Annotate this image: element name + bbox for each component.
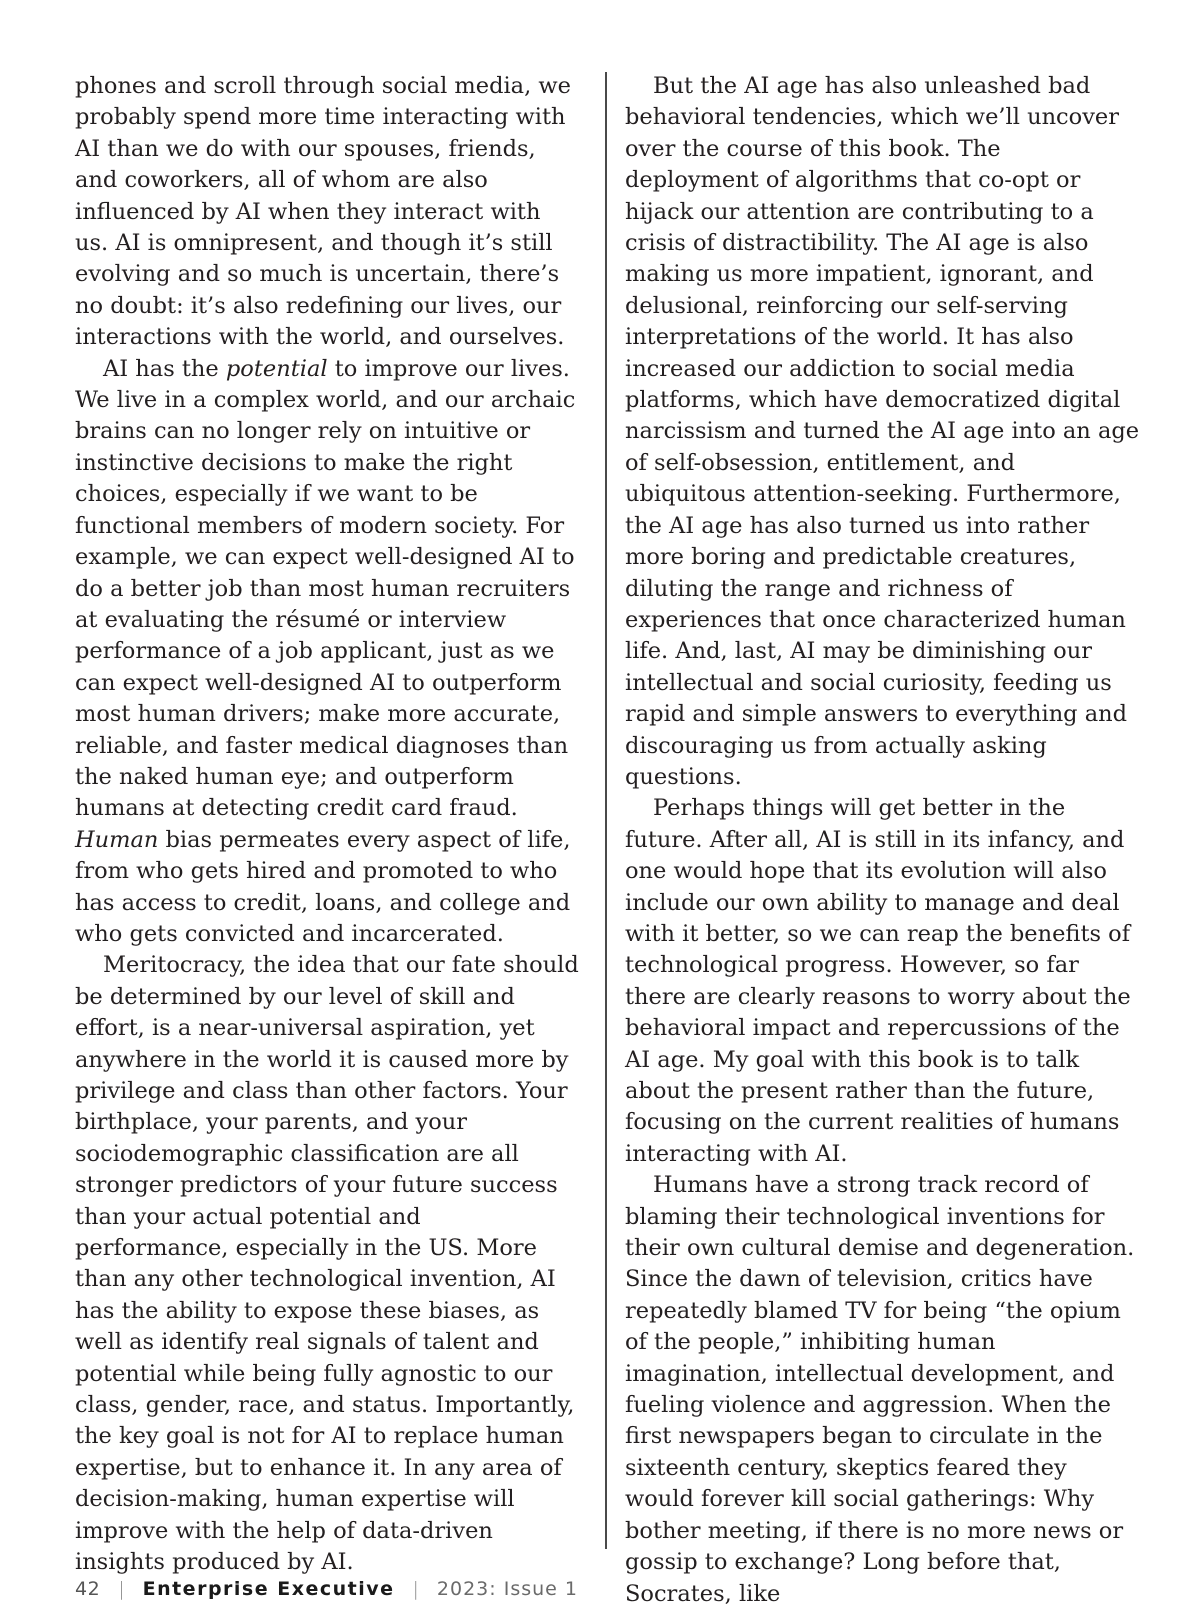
page-footer [75,1574,578,1604]
emphasis-human: Human [75,826,159,853]
footer-separator: | [412,1578,419,1600]
left-paragraph-1: phones and scroll through social media, we probably spend more time interacting with AI than we do with our spouses, friends, and coworkers, all of whom are also influenced by AI when they interact with us. AI is omnipresent, and though it’s still evolving and so much is uncertain, there’s no doubt: it’s also redefining our lives, our interactions with the world, and ourselves. [75,73,571,351]
right-paragraph-3: Humans have a strong track record of blaming their technological inventions for their own cultural demise and degeneration. Since the dawn of television, critics have repeatedly blamed TV for being “the opium of the people,” inhibiting human imagination, intellectual development, and fueling violence and aggression. When the first newspapers began to circulate in the sixteenth century, skeptics feared they would forever kill social gatherings: Why bother meeting, if there is no more news or gossip to exchange? Long before that, Socrates, like [625,1172,1135,1607]
emphasis-potential: potential [225,355,328,382]
footer-separator: | [118,1578,125,1600]
left-paragraph-2-end: bias permeates every aspect of life, from who gets hired and promoted to who has access to credit, loans, and college and who gets convicted and incarcerated. [75,826,571,947]
right-column [625,71,1140,1610]
right-paragraph-2: Perhaps things will get better in the future. After all, AI is still in its infancy, and one would hope that its evolution will also include our own ability to manage and deal with it better, so we can reap the benefits of technological progress. However, so far there are clearly reasons to worry about the behavioral impact and repercussions of the AI age. My goal with this book is to talk about the present rather than the future, focusing on the current realities of humans interacting with AI. [625,795,1131,1167]
right-paragraph-1: But the AI age has also unleashed bad behavioral tendencies, which we’ll uncover over the course of this book. The deployment of algorithms that co-opt or hijack our attention are contributing to a crisis of distractibility. The AI age is also making us more impatient, ignorant, and delusional, reinforcing our self-serving interpretations of the world. It has also increased our addiction to social media platforms, which have democratized digital narcissism and turned the AI age into an age of self-obsession, entitlement, and ubiquitous attention-seeking. Furthermore, the AI age has also turned us into rather more boring and predictable creatures, diluting the range and richness of experiences that once characterized human life. And, last, AI may be diminishing our intellectual and social curiosity, feeding us rapid and simple answers to everything and discouraging us from actually asking questions. [625,73,1140,790]
publication-name: Enterprise Executive [142,1578,395,1600]
left-paragraph-2-middle: to improve our lives. We live in a complex world, and our archaic brains can no longer rely on intuitive or instinctive decisions to make the right choices, especially if we want to be functional members of modern society. For example, we can expect well-designed AI to do a better job than most human recruiters at evaluating the résumé or interview performance of a job applicant, just as we can expect well-designed AI to outperform most human drivers; make more accurate, reliable, and faster medical diagnoses than the naked human eye; and outperform humans at detecting credit card fraud. [75,355,576,822]
left-column [75,71,580,1579]
left-paragraph-2 [75,354,580,951]
left-paragraph-3: Meritocracy, the idea that our fate should be determined by our level of skill and effort, is a near-universal aspiration, yet anywhere in the world it is caused more by privilege and class than other factors. Your birthplace, your parents, and your sociodemographic classification are all stronger predictors of your future success than your actual potential and performance, especially in the US. More than any other technological invention, AI has the ability to expose these biases, as well as identify real signals of talent and potential while being fully agnostic to our class, gender, race, and status. Importantly, the key goal is not for AI to replace human expertise, but to enhance it. In any area of decision-making, human expertise will improve with the help of data-driven insights produced by AI. [75,952,579,1576]
left-paragraph-2-start: AI has the [103,355,226,382]
column-divider [605,72,607,1549]
page-number: 42 [75,1578,101,1600]
issue-label: 2023: Issue 1 [436,1578,578,1600]
